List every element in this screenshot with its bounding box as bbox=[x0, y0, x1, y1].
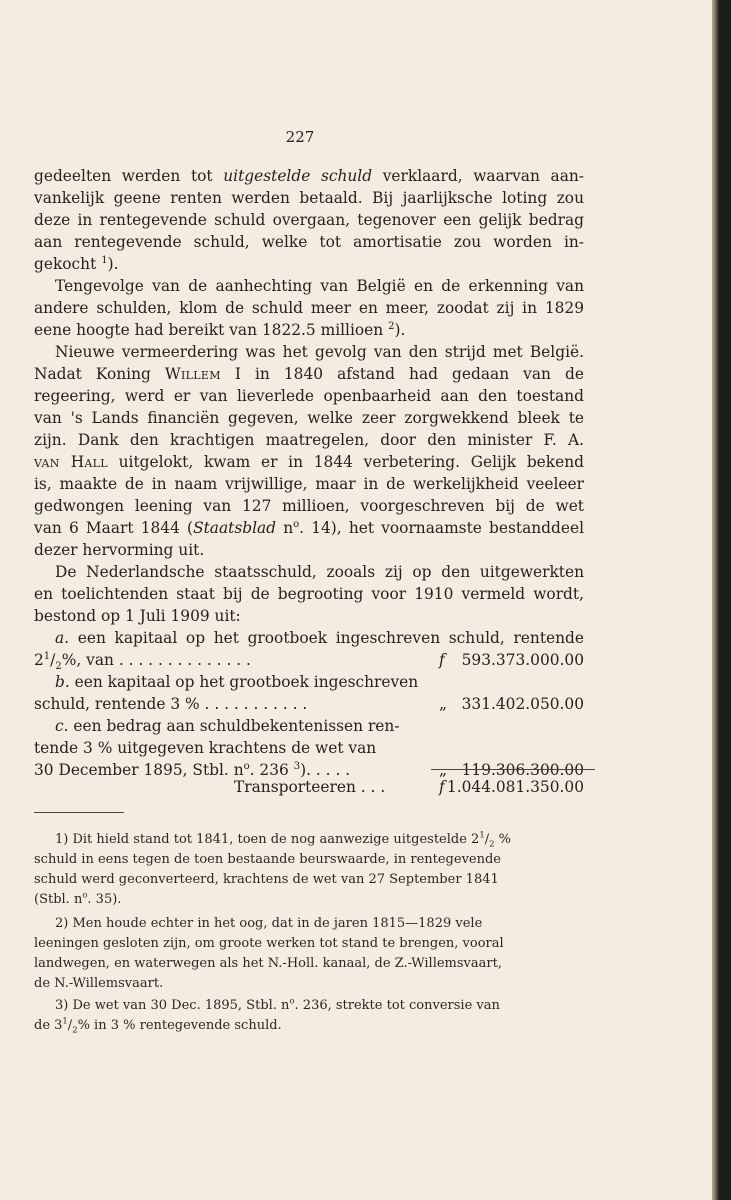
page-number: 227 bbox=[285, 128, 315, 146]
footnote-3-line: de $3^1/_2\%$ in 3 % rentegevende schuld. bbox=[34, 1015, 282, 1035]
body-line: deze in rentegevende schuld overgaan, tegenover een gelijk bedrag bbox=[34, 211, 584, 229]
item-letter: a. bbox=[55, 629, 70, 647]
footnote-marker: 1 bbox=[101, 254, 108, 266]
footnote-1-line bbox=[34, 890, 586, 910]
item-text: een kapitaal op het grootboek ingeschreven bbox=[74, 673, 419, 691]
body-line: bestond op 1 Juli 1909 uit: bbox=[34, 607, 241, 625]
italic-term: Staatsblad bbox=[193, 519, 277, 537]
body-line: van 's Lands financiën gegeven, welke zeer zorgwekkend bleek te bbox=[34, 409, 584, 427]
footnote-marker: 2 bbox=[388, 320, 395, 332]
body-text: n bbox=[283, 519, 294, 537]
item-text-part: . 236 bbox=[249, 761, 289, 779]
body-line bbox=[34, 517, 584, 539]
item-a-line bbox=[55, 627, 584, 649]
item-amount: 593.373.000.00 bbox=[461, 651, 584, 669]
sum-rule bbox=[431, 769, 595, 770]
item-letter: b. bbox=[55, 673, 70, 691]
body-text: . 14), het voornaamste bestanddeel bbox=[299, 519, 584, 537]
rate-num: 1 bbox=[43, 650, 51, 662]
body-line: De Nederlandsche staatsschuld, zooals zij op den uitgewerkten bbox=[55, 563, 584, 581]
body-line: andere schulden, klom de schuld meer en meer, zoodat zij in 1829 bbox=[34, 299, 584, 317]
rate-rest: %, van . . . . . . . . . . . . . . bbox=[61, 651, 251, 669]
item-a-amount-row bbox=[34, 649, 584, 671]
person-name: van Hall bbox=[34, 453, 108, 471]
item-rate: $2^1/_2\%$, van . . . . . . . . . . . . . . bbox=[34, 650, 251, 673]
item-text: schuld, rentende 3 % . . . . . . . . . . . bbox=[34, 695, 308, 713]
body-line: zijn. Dank den krachtigen maatregelen, door den minister F. A. bbox=[34, 431, 584, 449]
footnote-2-line: 2) Men houde echter in het oog, dat in de jaren 1815—1829 vele bbox=[55, 916, 483, 931]
superscript: o bbox=[243, 760, 250, 772]
item-c-line: tende 3 % uitgegeven krachtens de wet van bbox=[34, 739, 377, 757]
footnote-text: % in 3 % rentegevende schuld. bbox=[77, 1018, 282, 1033]
body-line: Tengevolge van de aanhechting van België en de erkenning van bbox=[55, 277, 584, 295]
body-line: aan rentegevende schuld, welke tot amortisatie zou worden in- bbox=[34, 233, 584, 251]
body-text: Nadat Koning bbox=[34, 365, 151, 383]
rate-den: 2 bbox=[55, 661, 62, 673]
item-b-amount-row bbox=[34, 693, 584, 715]
body-text: ). bbox=[107, 255, 119, 273]
body-text: van 6 Maart 1844 ( bbox=[34, 519, 194, 537]
frac-den: 2 bbox=[72, 1024, 78, 1035]
rate-int: 2 bbox=[34, 651, 44, 669]
italic-term: uitgestelde schuld bbox=[223, 167, 373, 185]
body-line: dezer hervorming uit. bbox=[34, 541, 205, 559]
body-text: I in 1840 afstand had gedaan van de bbox=[234, 365, 584, 383]
body-text: eene hoogte had bereikt van 1822.5 millioen bbox=[34, 321, 384, 339]
currency-symbol: f bbox=[439, 651, 445, 669]
body-line bbox=[34, 363, 584, 385]
item-text-part: 30 December 1895, Stbl. n bbox=[34, 761, 244, 779]
footnote-2-line: landwegen, en waterwegen als het N.-Holl. kanaal, de Z.-Willemsvaart, bbox=[34, 956, 502, 971]
body-text: verklaard, waarvan aan- bbox=[382, 167, 584, 185]
body-text: ). bbox=[394, 321, 406, 339]
frac-den: 2 bbox=[489, 838, 495, 849]
footnote-rule bbox=[34, 812, 124, 813]
footnote-2-line: de N.-Willemsvaart. bbox=[34, 976, 164, 991]
footnote-1-line: schuld werd geconverteerd, krachtens de wet van 27 September 1841 bbox=[34, 872, 499, 887]
footnote-marker: 3 bbox=[293, 760, 301, 772]
person-name: Willem bbox=[164, 365, 221, 383]
total-amount: 1.044.081.350.00 bbox=[446, 778, 584, 796]
item-letter: c. bbox=[55, 717, 69, 735]
frac-num: 1 bbox=[62, 1015, 68, 1026]
footnote-text: 3) De wet van 30 Dec. 1895, Stbl. n bbox=[55, 998, 290, 1013]
body-line: gedwongen leening van 127 millioen, voorgeschreven bij de wet bbox=[34, 497, 584, 515]
body-line bbox=[34, 319, 584, 341]
footnote-text: . 35). bbox=[87, 892, 122, 907]
item-amount: 119.306.300.00 bbox=[461, 761, 584, 779]
footnote-1-line: 1) Dit hield stand tot 1841, toen de nog aanwezige uitgestelde $2^1/_2$ % bbox=[55, 829, 511, 849]
footnote-text: 1) Dit hield stand tot 1841, toen de nog aanwezige uitgestelde 2 bbox=[55, 832, 480, 847]
frac-num: 1 bbox=[479, 829, 485, 840]
footnote-text: . 236, strekte tot conversie van bbox=[294, 998, 500, 1013]
percent-sign: % bbox=[498, 832, 511, 847]
superscript: o bbox=[289, 995, 295, 1006]
body-line bbox=[34, 253, 584, 275]
page-edge-shadow bbox=[712, 0, 731, 1200]
superscript: o bbox=[82, 889, 88, 900]
item-text: een bedrag aan schuldbekentenissen ren- bbox=[73, 717, 400, 735]
body-line bbox=[34, 165, 584, 187]
footnote-3-line bbox=[55, 996, 586, 1016]
item-text-part: ). . . . . bbox=[300, 761, 351, 779]
total-row bbox=[34, 776, 584, 798]
body-line: regeering, werd er van lieverlede openbaarheid aan den toestand bbox=[34, 387, 584, 405]
footnote-text: (Stbl. n bbox=[34, 892, 83, 907]
body-line: en toelichtenden staat bij de begrooting voor 1910 vermeld wordt, bbox=[34, 585, 584, 603]
body-line bbox=[34, 451, 584, 473]
item-c-line bbox=[55, 715, 584, 737]
body-line: vankelijk geene renten werden betaald. Bij jaarlijksche loting zou bbox=[34, 189, 584, 207]
ditto-mark: „ bbox=[439, 761, 447, 779]
body-line: Nieuwe vermeerdering was het gevolg van den strijd met België. bbox=[55, 343, 584, 361]
body-text: gedeelten werden tot bbox=[34, 167, 213, 185]
item-amount: 331.402.050.00 bbox=[461, 695, 584, 713]
footnote-1-line: schuld in eens tegen de toen bestaande beurswaarde, in rentegevende bbox=[34, 852, 501, 867]
item-text: een kapitaal op het grootboek ingeschreven schuld, rentende bbox=[77, 629, 584, 647]
footnote-2-line: leeningen gesloten zijn, om groote werken tot stand te brengen, vooral bbox=[34, 936, 504, 951]
currency-symbol: f bbox=[439, 778, 445, 796]
ditto-mark: „ bbox=[439, 695, 447, 713]
superscript: o bbox=[293, 518, 300, 530]
item-b-line bbox=[55, 671, 584, 693]
total-label: Transporteeren . . . bbox=[234, 778, 386, 796]
body-line: is, maakte de in naam vrijwillige, maar in de werkelijkheid veeleer bbox=[34, 475, 584, 493]
footnote-text: de 3 bbox=[34, 1018, 63, 1033]
body-text: gekocht bbox=[34, 255, 97, 273]
body-text: uitgelokt, kwam er in 1844 verbetering. Gelijk bekend bbox=[118, 453, 584, 471]
